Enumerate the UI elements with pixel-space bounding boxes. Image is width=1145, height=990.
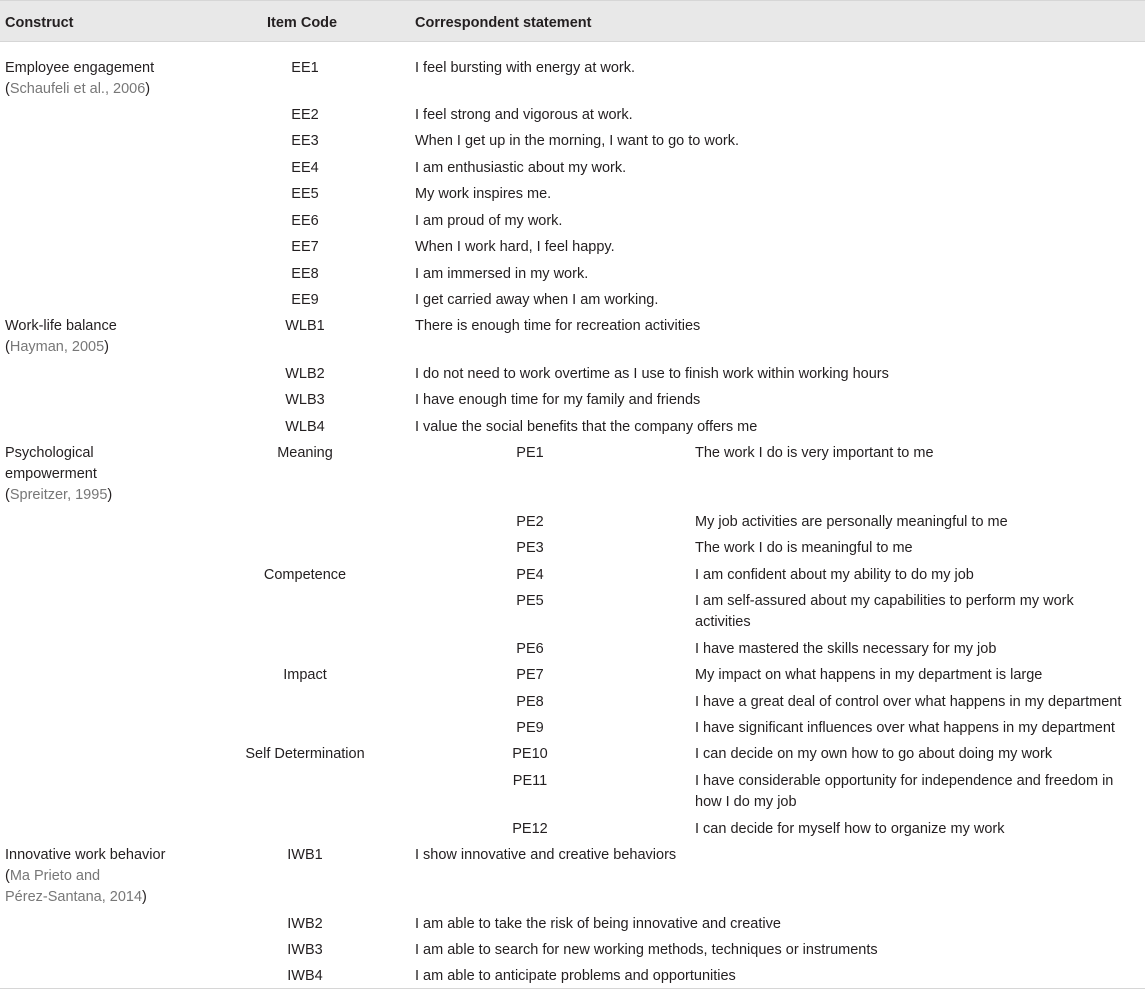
citation-open: ( bbox=[5, 868, 10, 884]
citation-close: ) bbox=[104, 339, 109, 355]
item-code: WLB2 bbox=[285, 366, 325, 382]
item-code: EE8 bbox=[291, 266, 319, 282]
item-statement: I do not need to work overtime as I use to finish work within working hours bbox=[415, 366, 889, 382]
item-statement-continued: how I do my job bbox=[695, 794, 797, 810]
item-statement: When I get up in the morning, I want to go to work. bbox=[415, 133, 740, 149]
item-statement: I am able to search for new working methods, techniques or instruments bbox=[415, 942, 878, 958]
item-statement: I am self-assured about my capabilities to perform my work bbox=[695, 593, 1074, 609]
item-code: PE1 bbox=[516, 445, 544, 461]
item-statement: I am able to anticipate problems and opportunities bbox=[415, 968, 736, 984]
item-statement-continued: activities bbox=[695, 614, 751, 630]
construct-name: empowerment bbox=[5, 466, 97, 482]
header-construct: Construct bbox=[5, 15, 74, 31]
item-code: WLB1 bbox=[285, 318, 325, 334]
table-header bbox=[0, 0, 1145, 42]
dimension-label: Self Determination bbox=[245, 746, 365, 762]
item-statement: I am proud of my work. bbox=[415, 213, 563, 229]
item-code: EE7 bbox=[291, 239, 319, 255]
construct-citation bbox=[5, 79, 150, 100]
item-statement: I get carried away when I am working. bbox=[415, 292, 659, 308]
item-code: PE3 bbox=[516, 540, 544, 556]
item-code: EE5 bbox=[291, 186, 319, 202]
item-code: PE8 bbox=[516, 694, 544, 710]
item-code: EE4 bbox=[291, 160, 319, 176]
citation-link[interactable]: Hayman, 2005 bbox=[9, 339, 105, 355]
item-code: PE2 bbox=[516, 514, 544, 530]
citation-open: ( bbox=[5, 81, 10, 97]
construct-citation bbox=[5, 485, 112, 506]
item-code: IWB2 bbox=[287, 916, 323, 932]
citation-link[interactable]: Pérez-Santana, 2014 bbox=[5, 889, 143, 905]
item-code: PE5 bbox=[516, 593, 544, 609]
dimension-label: Impact bbox=[283, 667, 327, 683]
citation-close: ) bbox=[142, 889, 147, 905]
item-statement: I am immersed in my work. bbox=[415, 266, 589, 282]
header-statement: Correspondent statement bbox=[415, 15, 592, 31]
citation-open: ( bbox=[5, 339, 10, 355]
item-statement: I can decide on my own how to go about doing my work bbox=[695, 746, 1053, 762]
item-statement: When I work hard, I feel happy. bbox=[415, 239, 615, 255]
item-code: EE3 bbox=[291, 133, 319, 149]
item-code: EE9 bbox=[291, 292, 319, 308]
item-statement: My work inspires me. bbox=[415, 186, 552, 202]
construct-name: Innovative work behavior bbox=[5, 847, 166, 863]
item-statement: The work I do is meaningful to me bbox=[695, 540, 913, 556]
item-statement: I have enough time for my family and friends bbox=[415, 392, 701, 408]
citation-open: ( bbox=[5, 487, 10, 503]
item-statement: I show innovative and creative behaviors bbox=[415, 847, 677, 863]
item-code: WLB4 bbox=[285, 419, 325, 435]
item-statement: I am confident about my ability to do my job bbox=[695, 567, 974, 583]
citation-close: ) bbox=[107, 487, 113, 503]
item-statement: I have a great deal of control over what happens in my department bbox=[695, 694, 1122, 710]
item-code: EE2 bbox=[291, 107, 319, 123]
header-item-code: Item Code bbox=[267, 15, 338, 31]
item-code: PE9 bbox=[516, 720, 544, 736]
item-statement: I can decide for myself how to organize my work bbox=[695, 821, 1005, 837]
construct-citation bbox=[5, 337, 109, 358]
item-statement: My impact on what happens in my department is large bbox=[695, 667, 1043, 683]
item-code: WLB3 bbox=[285, 392, 325, 408]
citation-link[interactable]: Ma Prieto and bbox=[9, 868, 101, 884]
item-statement: The work I do is very important to me bbox=[695, 445, 934, 461]
item-code: IWB1 bbox=[287, 847, 323, 863]
item-code: EE1 bbox=[291, 60, 319, 76]
item-statement: There is enough time for recreation activities bbox=[415, 318, 701, 334]
construct-name: Work-life balance bbox=[5, 318, 117, 334]
item-code: PE12 bbox=[512, 821, 548, 837]
item-statement: I have mastered the skills necessary for my job bbox=[695, 641, 997, 657]
item-statement: I have considerable opportunity for independence and freedom in bbox=[695, 773, 1114, 789]
item-code: IWB3 bbox=[287, 942, 323, 958]
table-bottom-rule bbox=[0, 988, 1145, 989]
construct-citation bbox=[5, 887, 147, 908]
item-code: PE7 bbox=[516, 667, 544, 683]
item-statement: I value the social benefits that the company offers me bbox=[415, 419, 758, 435]
item-code: IWB4 bbox=[287, 968, 323, 984]
construct-name: Psychological bbox=[5, 445, 94, 461]
item-code: PE11 bbox=[512, 773, 548, 789]
item-code: EE6 bbox=[291, 213, 319, 229]
citation-link[interactable]: Schaufeli et al., 2006 bbox=[9, 81, 146, 97]
construct-name: Employee engagement bbox=[5, 60, 155, 76]
item-statement: I am able to take the risk of being innovative and creative bbox=[415, 916, 781, 932]
item-code: PE10 bbox=[512, 746, 548, 762]
item-code: PE4 bbox=[516, 567, 544, 583]
dimension-label: Meaning bbox=[277, 445, 333, 461]
citation-close: ) bbox=[145, 81, 151, 97]
item-statement: I have significant influences over what happens in my department bbox=[695, 720, 1115, 736]
construct-citation bbox=[5, 866, 100, 887]
item-statement: I feel bursting with energy at work. bbox=[415, 60, 636, 76]
citation-link[interactable]: Spreitzer, 1995 bbox=[9, 487, 108, 503]
item-statement: I am enthusiastic about my work. bbox=[415, 160, 627, 176]
dimension-label: Competence bbox=[263, 567, 347, 583]
item-code: PE6 bbox=[516, 641, 544, 657]
item-statement: I feel strong and vigorous at work. bbox=[415, 107, 633, 123]
item-statement: My job activities are personally meaningful to me bbox=[695, 514, 1008, 530]
